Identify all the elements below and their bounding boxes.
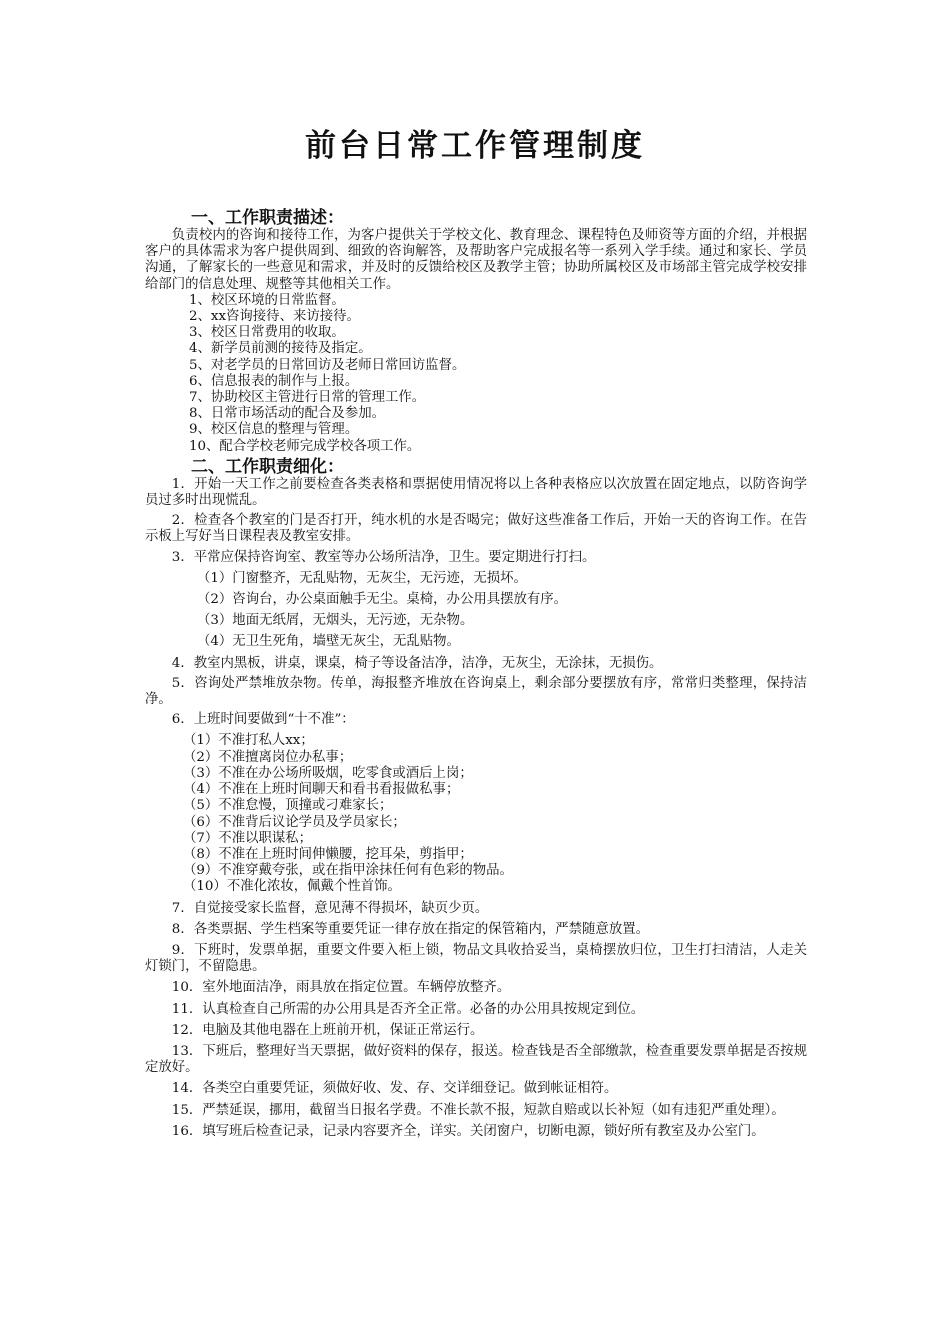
paragraph-8: 8．各类票据、学生档案等重要凭证一律存放在指定的保管箱内，严禁随意放置。 — [171, 921, 649, 937]
list-item: （2）咨询台，办公桌面触手无尘。桌椅，办公用具摆放有序。 — [197, 592, 568, 608]
list-item: （5）不准怠慢，顶撞或刁难家长； — [183, 798, 393, 814]
paragraph-15: 15．严禁延误，挪用，截留当日报名学费。不准长款不报，短款自赔或以长补短（如有违犯严重处理）。 — [171, 1102, 785, 1118]
list-item: 8、日常市场活动的配合及参加。 — [189, 406, 385, 422]
list-item: 4、新学员前测的接待及指定。 — [189, 341, 372, 357]
list-item: 5、对老学员的日常回访及老师日常回访监督。 — [189, 357, 466, 373]
paragraph-7: 7．自觉接受家长监督，意见薄不得损坏，缺页少页。 — [171, 900, 489, 916]
paragraph-4: 4．教室内黑板，讲桌，课桌，椅子等设备洁净，洁净，无灰尘，无涂抹，无损伤。 — [171, 655, 663, 671]
ten-rules-list — [145, 733, 807, 895]
paragraph-10: 10．室外地面洁净，雨具放在指定位置。车辆停放整齐。 — [171, 980, 511, 996]
paragraph-6: 6．上班时间要做到“十不准”： — [171, 712, 355, 728]
list-item: 2、xx咨询接待、来访接待。 — [189, 309, 360, 325]
paragraph-5: 5．咨询处严禁堆放杂物。传单，海报整齐堆放在咨询桌上，剩余部分要摆放有序，常常归类整理，保持洁净。 — [145, 675, 807, 708]
document-title: 前台日常工作管理制度 — [305, 128, 645, 164]
section-heading-2: 二、工作职责细化： — [191, 456, 344, 477]
section1-intro: 负责校内的咨询和接待工作，为客户提供关于学校文化、教育理念、课程特色及师资等方面的介绍，并根据客户的具体需求为客户提供周到、细致的咨询解答，及帮助客户完成报名等一系列入学手续。通过和家长、学员沟通，了解家长的一些意见和需求，并及时的反馈给校区及教学主管；协助所属校区及市场部主管完成学校安排给部门的信息处理、规整等其他相关工作。 — [145, 228, 807, 292]
list-item: （6）不准背后议论学员及学员家长； — [183, 814, 406, 830]
duty-list — [145, 293, 807, 455]
paragraph-1: 1．开始一天工作之前要检查各类表格和票据使用情况将以上各种表格应以次放置在固定地点，以防咨询学员过多时出现慌乱。 — [145, 476, 807, 509]
list-item: 9、校区信息的整理与管理。 — [189, 422, 359, 438]
list-item: 1、校区环境的日常监督。 — [189, 292, 345, 308]
list-item: （4）不准在上班时间聊天和看书看报做私事； — [183, 782, 460, 798]
paragraph-9: 9．下班时，发票单据，重要文件要入柜上锁，物品文具收拾妥当，桌椅摆放归位，卫生打扫清洁，人走关灯锁门，不留隐患。 — [145, 942, 807, 975]
hygiene-list — [145, 571, 807, 651]
list-item: （8）不准在上班时间伸懒腰，挖耳朵，剪指甲； — [183, 846, 473, 862]
list-item: 10、配合学校老师完成学校各项工作。 — [189, 438, 421, 454]
paragraph-16: 16．填写班后检查记录，记录内容要齐全，详实。关闭窗户，切断电源，锁好所有教室及办公室门。 — [171, 1123, 765, 1139]
paragraph-3: 3．平常应保持咨询室、教室等办公场所洁净，卫生。要定期进行打扫。 — [171, 549, 596, 565]
paragraph-11: 11．认真检查自己所需的办公用具是否齐全正常。必备的办公用具按规定到位。 — [171, 1001, 645, 1017]
list-item: （1）门窗整齐，无乱贴物，无灰尘，无污迹，无损坏。 — [197, 570, 527, 586]
list-item: 3、校区日常费用的收取。 — [189, 325, 345, 341]
list-item: 7、协助校区主管进行日常的管理工作。 — [189, 390, 426, 406]
document-body — [145, 208, 807, 1140]
paragraph-2: 2．检查各个教室的门是否打开，纯水机的水是否喝完；做好这些准备工作后，开始一天的咨询工作。在告示板上写好当日课程表及教室安排。 — [145, 513, 807, 545]
list-item: 6、信息报表的制作与上报。 — [189, 373, 359, 389]
list-item: （3）地面无纸屑，无烟头，无污迹，无杂物。 — [197, 613, 474, 629]
list-item: （9）不准穿戴夸张，或在指甲涂抹任何有色彩的物品。 — [183, 863, 513, 879]
paragraph-14: 14．各类空白重要凭证，须做好收、发、存、交详细登记。做到帐证相符。 — [171, 1081, 618, 1097]
list-item: （7）不准以职谋私； — [183, 830, 313, 846]
list-item: （3）不准在办公场所吸烟，吃零食或酒后上岗； — [183, 765, 473, 781]
list-item: （1）不准打私人xx； — [183, 733, 314, 749]
section-heading-1: 一、工作职责描述： — [191, 208, 344, 228]
list-item: （4）无卫生死角，墙壁无灰尘，无乱贴物。 — [197, 634, 460, 650]
list-item: （10）不准化浓妆，佩戴个性首饰。 — [183, 879, 401, 895]
paragraph-13: 13．下班后，整理好当天票据，做好资料的保存，报送。检查钱是否全部缴款，检查重要发票单据是否按规定放好。 — [145, 1043, 807, 1076]
paragraph-12: 12．电脑及其他电器在上班前开机，保证正常运行。 — [171, 1022, 484, 1038]
list-item: （2）不准擅离岗位办私事； — [183, 749, 353, 765]
